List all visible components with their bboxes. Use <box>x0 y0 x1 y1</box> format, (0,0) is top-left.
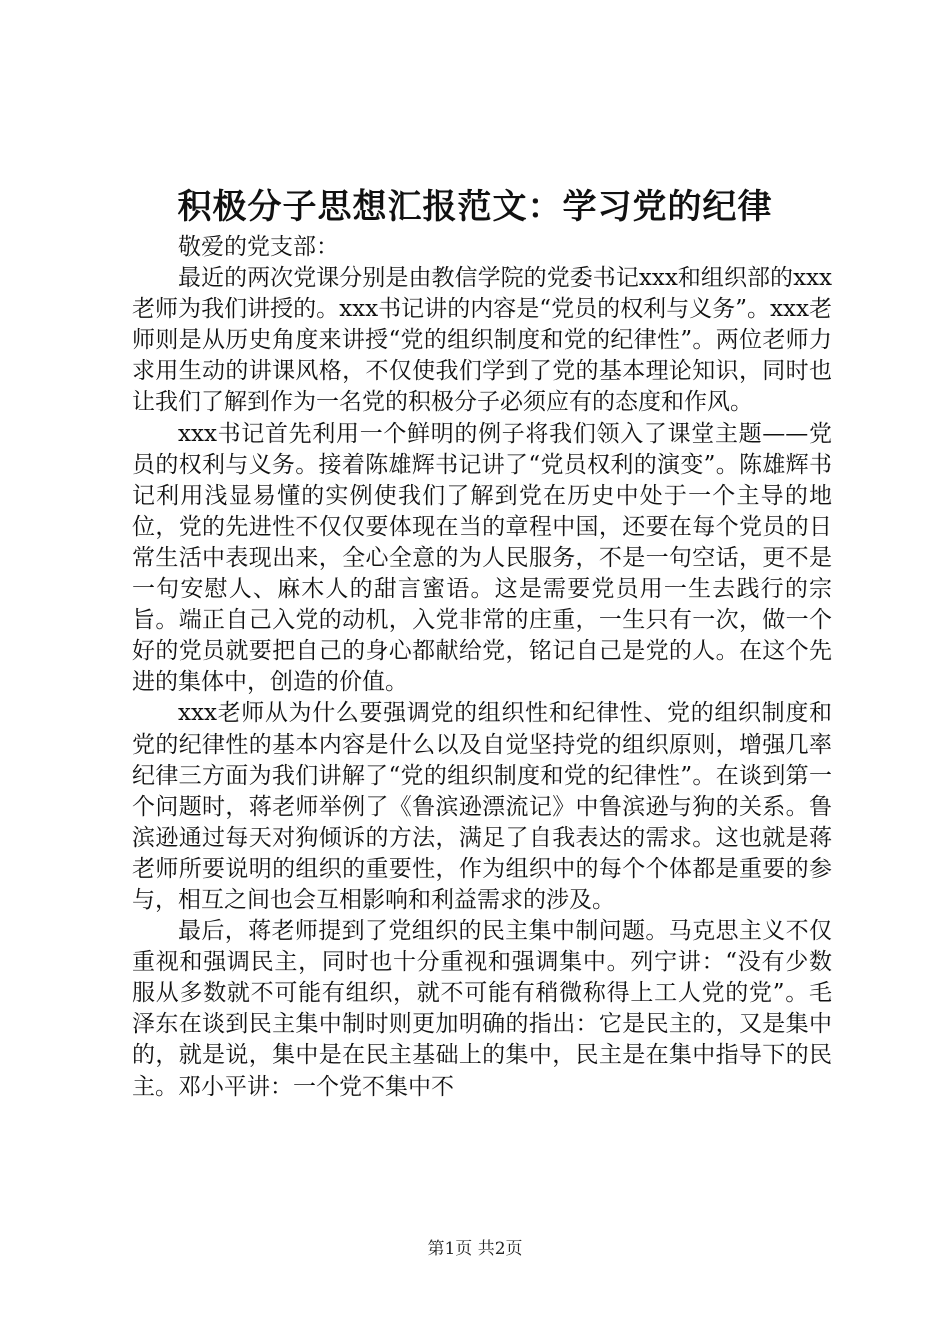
page-number-footer: 第1页 共2页 <box>427 1239 523 1259</box>
paragraph-3: xxx老师从为什么要强调党的组织性和纪律性、党的组织制度和党的纪律性的基本内容是什么以及自觉坚持党的组织原则，增强几率纪律三方面为我们讲解了“党的组织制度和党的纪律性”。在谈到第一个问题时，蒋老师举例了《鲁滨逊漂流记》中鲁滨逊与狗的关系。鲁滨逊通过每天对狗倾诉的方法，满足了自我表达的需求。这也就是蒋老师所要说明的组织的重要性，作为组织中的每个个体都是重要的参与，相互之间也会互相影响和利益需求的涉及。 <box>132 700 832 913</box>
salutation: 敬爱的党支部： <box>178 234 339 260</box>
document-title: 积极分子思想汇报范文：学习党的纪律 <box>177 187 773 227</box>
paragraph-2: xxx书记首先利用一个鲜明的例子将我们领入了课堂主题——党员的权利与义务。接着陈雄辉书记讲了“党员权利的演变”。陈雄辉书记利用浅显易懂的实例使我们了解到党在历史中处于一个主导的地位，党的先进性不仅仅要体现在当的章程中国，还要在每个党员的日常生活中表现出来，全心全意的为人民服务，不是一句空话，更不是一句安慰人、麻木人的甜言蜜语。这是需要党员用一生去践行的宗旨。端正自己入党的动机，入党非常的庄重，一生只有一次，做一个好的党员就要把自己的身心都献给党，铭记自己是党的人。在这个先进的集体中，创造的价值。 <box>132 420 832 696</box>
paragraph-1: 最近的两次党课分别是由教信学院的党委书记xxx和组织部的xxx老师为我们讲授的。xxx书记讲的内容是“党员的权利与义务”。xxx老师则是从历史角度来讲授“党的组织制度和党的纪律性”。两位老师力求用生动的讲课风格，不仅使我们学到了党的基本理论知识，同时也让我们了解到作为一名党的积极分子必须应有的态度和作风。 <box>132 265 833 416</box>
document-body <box>132 232 832 1103</box>
paragraph-4: 最后，蒋老师提到了党组织的民主集中制问题。马克思主义不仅重视和强调民主，同时也十分重视和强调集中。列宁讲：“没有少数服从多数就不可能有组织，就不可能有稍微称得上工人党的党”。毛泽东在谈到民主集中制时则更加明确的指出：它是民主的，又是集中的，就是说，集中是在民主基础上的集中，民主是在集中指导下的民主。邓小平讲：一个党不集中不 <box>132 918 832 1100</box>
